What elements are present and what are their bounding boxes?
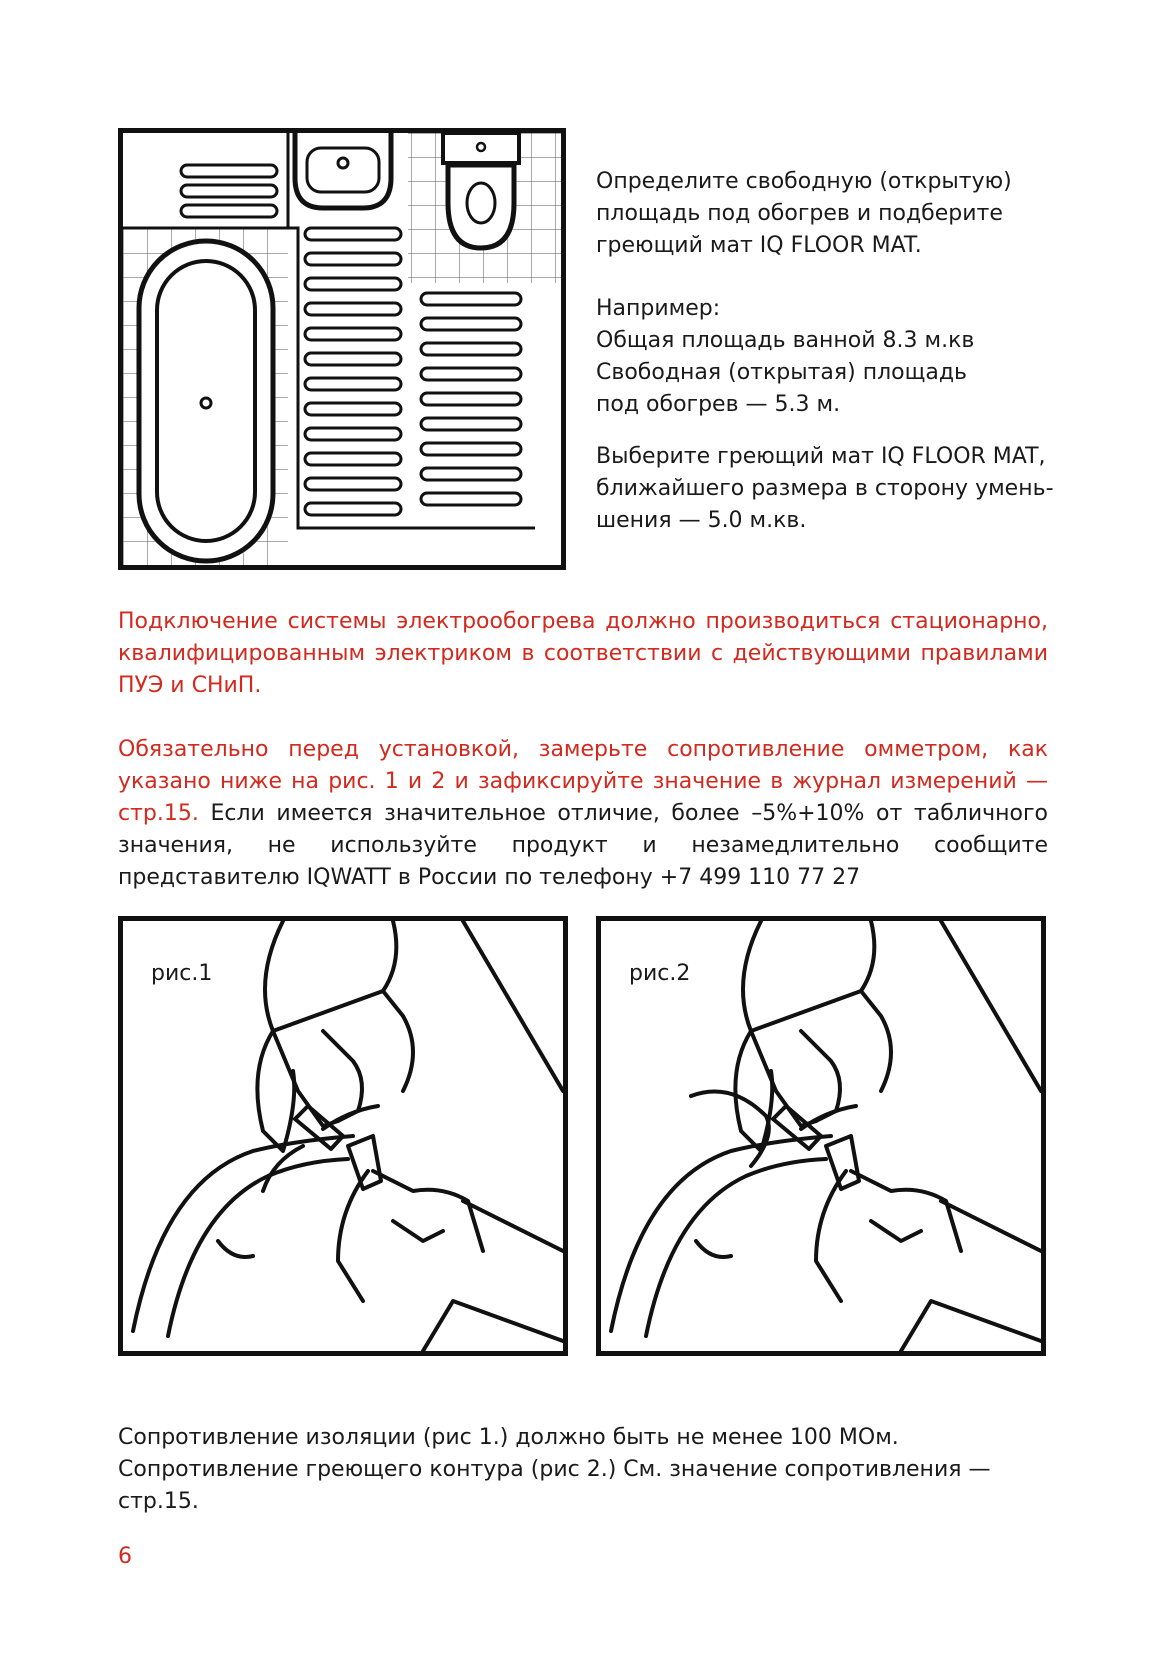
- figure-2-circuit: [596, 916, 1046, 1356]
- bathroom-plan-figure: [118, 128, 566, 570]
- figure-2-label: рис.2: [629, 961, 691, 986]
- intro-paragraph-2: [596, 293, 1066, 421]
- deviation-notice: Если имеется значительное отличие, более –5%+10% от табличного значения, не используйте продукт и незамедлительно сообщите представителю IQWATT в России по телефону +7 499 110 77 27: [118, 801, 1048, 890]
- figure-2-drawing: [601, 921, 1041, 1351]
- figure-1-label: рис.1: [151, 961, 213, 986]
- figure-1-drawing: [123, 921, 563, 1351]
- intro-line: Определите свободную (открытую): [596, 169, 1012, 194]
- circuit-note: Сопротивление греющего контура (рис 2.) См. значение сопротивления — стр.15.: [118, 1457, 991, 1514]
- intro-paragraph-1: [596, 166, 1066, 262]
- intro-paragraph-3: [596, 441, 1066, 537]
- intro-line: Например:: [596, 296, 721, 321]
- intro-line: ближайшего размера в сторону умень-: [596, 476, 1054, 501]
- intro-line: площадь под обогрев и подберите: [596, 201, 1003, 226]
- intro-line: греющий мат IQ FLOOR MAT.: [596, 233, 922, 258]
- intro-text: [596, 166, 1066, 537]
- measurement-warning: Обязательно перед установкой, замерьте сопротивление омметром, как указано ниже на рис. 1 и 2 и зафиксируйте значение в журнал измерений — стр.15.: [118, 737, 1048, 826]
- bathroom-plan-drawing: [123, 133, 561, 565]
- page-number: 6: [118, 1544, 132, 1569]
- intro-line: Общая площадь ванной 8.3 м.кв: [596, 328, 975, 353]
- intro-line: шения — 5.0 м.кв.: [596, 508, 807, 533]
- insulation-note: Сопротивление изоляции (рис 1.) должно быть не менее 100 МОм.: [118, 1425, 899, 1450]
- intro-line: под обогрев — 5.3 м.: [596, 392, 841, 417]
- measurement-instructions: [118, 734, 1048, 894]
- resistance-notes: [118, 1422, 1068, 1518]
- figure-1-insulation: [118, 916, 568, 1356]
- intro-line: Выберите греющий мат IQ FLOOR MAT,: [596, 444, 1046, 469]
- intro-line: Свободная (открытая) площадь: [596, 360, 967, 385]
- connection-warning: Подключение системы электрообогрева должно производиться стационарно, квалифицированным электриком в соответствии с действующими правилами ПУЭ и СНиП.: [118, 609, 1048, 698]
